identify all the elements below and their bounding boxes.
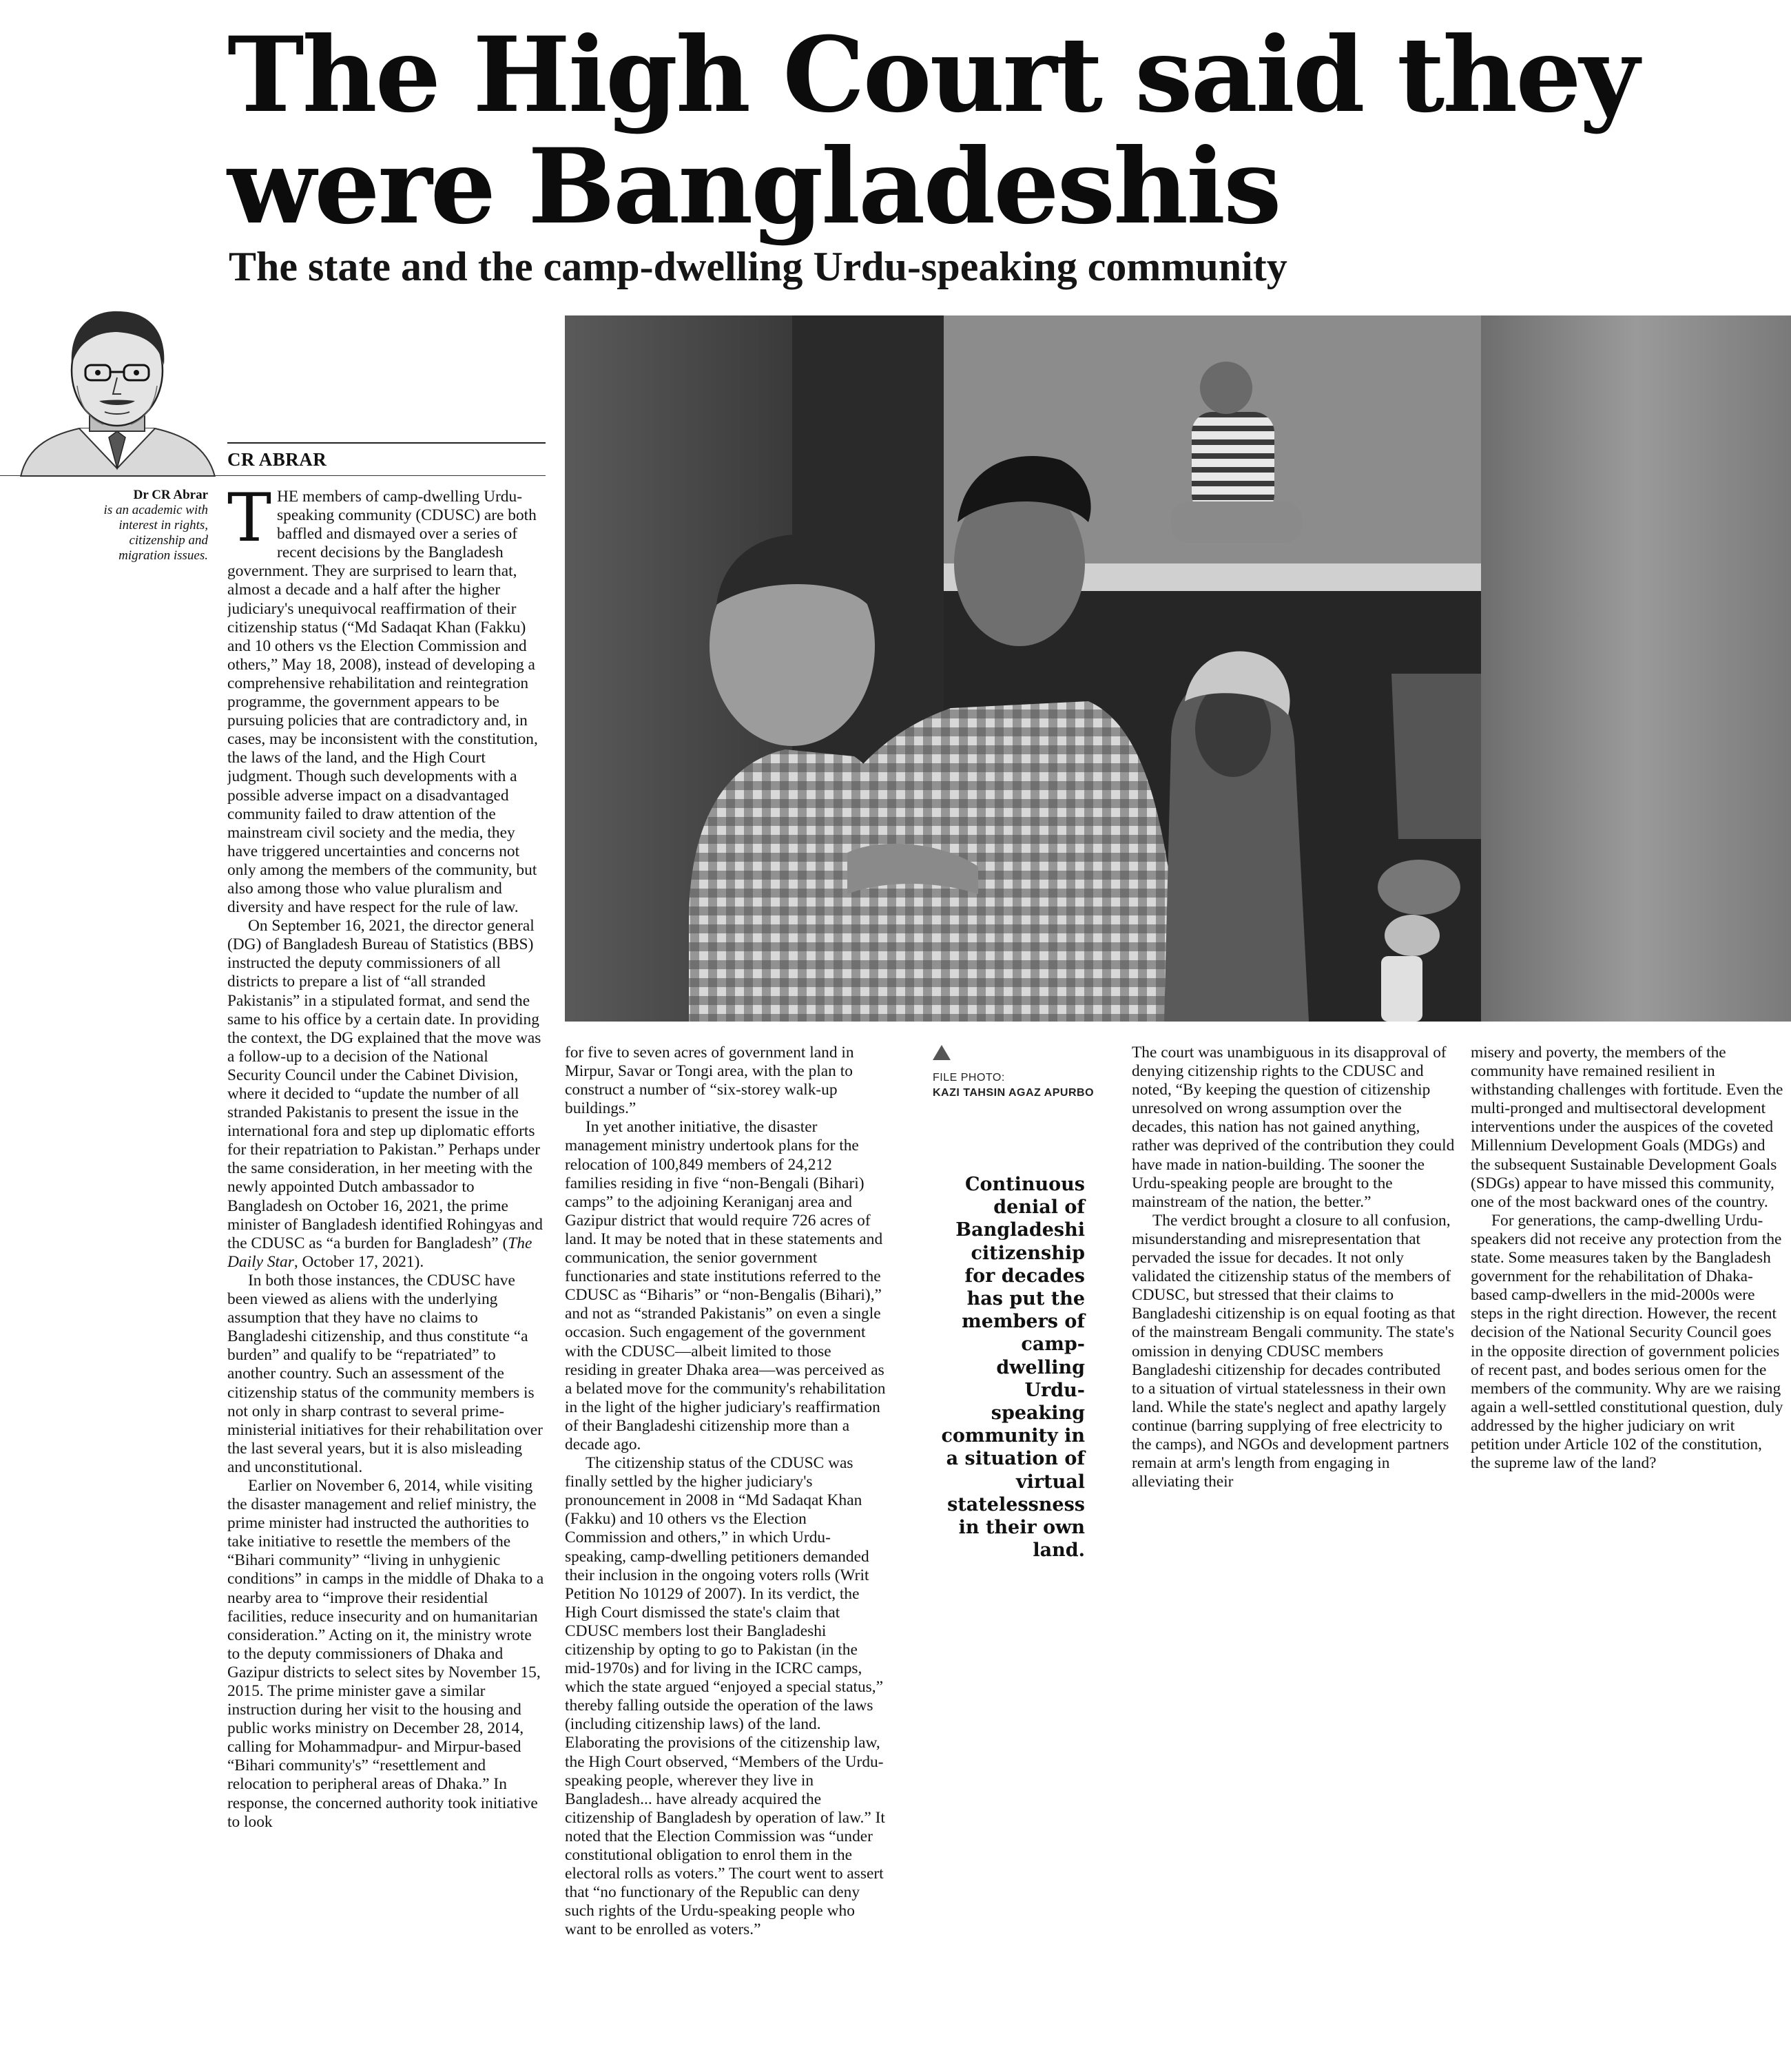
author-byline: CR ABRAR xyxy=(227,449,327,470)
body-column-1 xyxy=(227,488,546,2071)
article-photo xyxy=(565,315,1791,1022)
pull-quote: Continuous denial of Bangladeshi citizenship for decades has put the members of camp-dwelling Urdu-speaking community in a situation of virtual statelessness in their own land. xyxy=(941,1174,1085,1562)
body-text: HE members of camp-dwelling Urdu-speaking community (CDUSC) are both baffled and dismayed over a series of recent decisions by the Bangladesh government. They are surprised to learn that, almost a decade and a half after the higher judiciary's unequivocal reaffirmation of their citizenship status (“Md Sadaqat Khan (Fakku) and 10 others vs the Election Commission and others,” May 18, 2008), instead of developing a comprehensive rehabilitation and reintegration programme, the government appears to be pursuing policies that are contradictory and, in cases, may be inconsistent with the constitution, the laws of the land, and the High Court judgment. Though such developments with a possible adverse impact on a disadvantaged community failed to draw attention of the mainstream civil society and the media, they have triggered uncertainties and concerns not only among the members of the community, but also among those who value pluralism and diversity and have respect for the rule of law. xyxy=(227,488,538,917)
body-text: , October 17, 2021). xyxy=(293,1252,424,1271)
body-text: On September 16, 2021, the director general (DG) of Bangladesh Bureau of Statistics (BBS) instructed the deputy commissioners of all districts to prepare a list of “all stranded Pakistanis” in a stipulated format, and send the same to his office by a certain date. In providing the context, the DG explained that the move was a follow-up to a decision of the National Security Council under the Cabinet Division, where it decided to “update the number of all stranded Pakistanis to present the issue in the international fora and step up diplomatic efforts for their repatriation to Pakistan.” Perhaps under the same consideration, in her meeting with the newly appointed Dutch ambassador to Bangladesh on October 16, 2021, the prime minister of Bangladesh identified Rohingyas and the CDUSC as “a burden for Bangladesh” ( xyxy=(227,917,543,1252)
body-paragraph: Earlier on November 6, 2014, while visiting the disaster management and relief ministry, the prime minister had instructed the authorities to take initiative to resettle the members of the “Bihari community” “living in unhygienic conditions” in camps in the middle of Dhaka to a nearby area to “improve their residential facilities, reduce insecurity and on humanitarian consideration.” Acting on it, the ministry wrote to the deputy commissioners of Dhaka and Gazipur districts to select sites by November 15, 2015. The prime minister gave a similar instruction during her visit to the housing and public works ministry on December 28, 2014, calling for Mohammadpur- and Mirpur-based “Bihari community's” “resettlement and relocation to peripheral areas of Dhaka.” In response, the concerned authority took initiative to look xyxy=(227,1476,544,1831)
body-paragraph: misery and poverty, the members of the community have remained resilient in withstanding challenges with fortitude. Even the multi-pronged and multisectoral development interventions under the auspices of the coveted Millennium Development Goals (MDGs) and the subsequent Sustainable Development Goals (SDGs) appear to have missed this community, one of the most backward ones of the country. xyxy=(1471,1044,1783,1211)
headline: The High Court said they were Bangladeshis xyxy=(227,14,1637,247)
byline-rule-top xyxy=(227,442,546,444)
author-portrait-illustration xyxy=(14,296,220,477)
body-column-3 xyxy=(1132,1044,1456,1553)
body-paragraph: The citizenship status of the CDUSC was finally settled by the higher judiciary's pronouncement in 2008 in “Md Sadaqat Khan (Fakku) and 10 others vs the Election Commission and others,” in which Urdu-speaking, camp-dwelling petitioners demanded their inclusion in the ongoing voters rolls (Writ Petition No 10129 of 2007). In its verdict, the High Court dismissed the state's claim that CDUSC members lost their Bangladeshi citizenship by opting to go to Pakistan (in the mid-1970s) and for living in the ICRC camps, which the state argued “enjoyed a special status,” thereby falling outside the operation of the laws (including citizenship laws) of the land. Elaborating the provisions of the citizenship law, the High Court observed, “Members of the Urdu-speaking people, wherever they live in Bangladesh... have already acquired the citizenship of Bangladesh by operation of law.” It noted that the Election Commission was “under constitutional obligation to enrol them in the electoral rolls as voters.” The court went to assert that “no functionary of the Republic can deny such rights of the Urdu-speaking people who want to be enrolled as voters.” xyxy=(565,1454,885,1939)
subheadline: The state and the camp-dwelling Urdu-speaking community xyxy=(229,244,1287,289)
photo-credit: KAZI TAHSIN AGAZ APURBO xyxy=(933,1087,1095,1099)
byline-rule-bottom xyxy=(0,475,546,476)
body-paragraph: for five to seven acres of government land in Mirpur, Savar or Tongi area, with the plan to construct a number of “six-storey walk-up buildings.” xyxy=(565,1044,854,1118)
drop-cap: T xyxy=(227,488,272,557)
body-paragraph: For generations, the camp-dwelling Urdu-speakers did not receive any protection from the state. Some measures taken by the Bangladesh government for the rehabilitation of Dhaka-based camp-dwellers in the mid-2000s were steps in the right direction. However, the recent decision of the National Security Council goes in the opposite direction of government policies of recent past, and bodes serious omen for the members of the community. Why are we raising again a well-settled constitutional question, duly addressed by the higher judiciary on writ petition under Article 102 of the constitution, the supreme law of the land? xyxy=(1471,1211,1783,1473)
publication-name: The Daily Star xyxy=(227,1234,532,1271)
body-paragraph: The court was unambiguous in its disapproval of denying citizenship rights to the CDUSC and noted, “By keeping the question of citizenship unresolved on wrong assumption over the decades, this nation has not gained anything, rather was deprived of the contribution they could have made in nation-building. The sooner the Urdu-speaking people are brought to the mainstream of the nation, the better.” xyxy=(1132,1044,1455,1211)
body-paragraph: In yet another initiative, the disaster management ministry undertook plans for the relocation of 100,849 members of 24,212 families residing in five “non-Bengali (Bihari) camps” to the adjoining Keraniganj area and Gazipur district that would require 726 acres of land. It may be noted that in these statements and communication, the senior government functionaries and state institutions referred to the CDUSC as “Biharis” or “non-Bengalis (Bihari),” and not as “stranded Pakistanis” on even a single occasion. Such engagement of the government with the CDUSC—albeit limited to those residing in greater Dhaka area—was perceived as a belated move for the community's rehabilitation in the light of the higher judiciary's reaffirmation of their Bangladeshi citizenship more than a decade ago. xyxy=(565,1118,886,1453)
body-paragraph xyxy=(227,917,546,1272)
caption-marker-icon xyxy=(933,1045,951,1060)
author-bio xyxy=(76,488,208,563)
author-bio-name: Dr CR Abrar xyxy=(133,488,208,502)
body-paragraph: The verdict brought a closure to all confusion, misunderstanding and misrepresentation that pervaded the issue for decades. It not only validated the citizenship status of the members of CDUSC, but stressed that their claims to Bangladeshi citizenship is on equal footing as that of the mainstream Bengali community. The state's omission in denying CDUSC members Bangladeshi citizenship for decades contributed to a situation of virtual statelessness in their own land. While the state's neglect and apathy largely continue (barring supplying of free electricity to the camps), and NGOs and development partners remain at arm's length from engaging in alleviating their xyxy=(1132,1211,1456,1491)
photo-caption-label: FILE PHOTO: xyxy=(933,1072,1005,1084)
body-paragraph: In both those instances, the CDUSC have been viewed as aliens with the underlying assumption that they have no claims to Bangladeshi citizenship, and thus constitute “a burden” and qualify to be “repatriated” to another country. Such an assessment of the citizenship status of the community members is not only in sharp contrast to several prime-ministerial initiatives for their rehabilitation over the last several years, but it is also misleading and unconstitutional. xyxy=(227,1271,543,1476)
body-paragraph xyxy=(227,488,546,917)
body-column-4 xyxy=(1471,1044,1784,1553)
body-column-2 xyxy=(565,1044,886,2070)
author-bio-text: is an academic with interest in rights, citizenship and migration issues. xyxy=(103,503,208,563)
